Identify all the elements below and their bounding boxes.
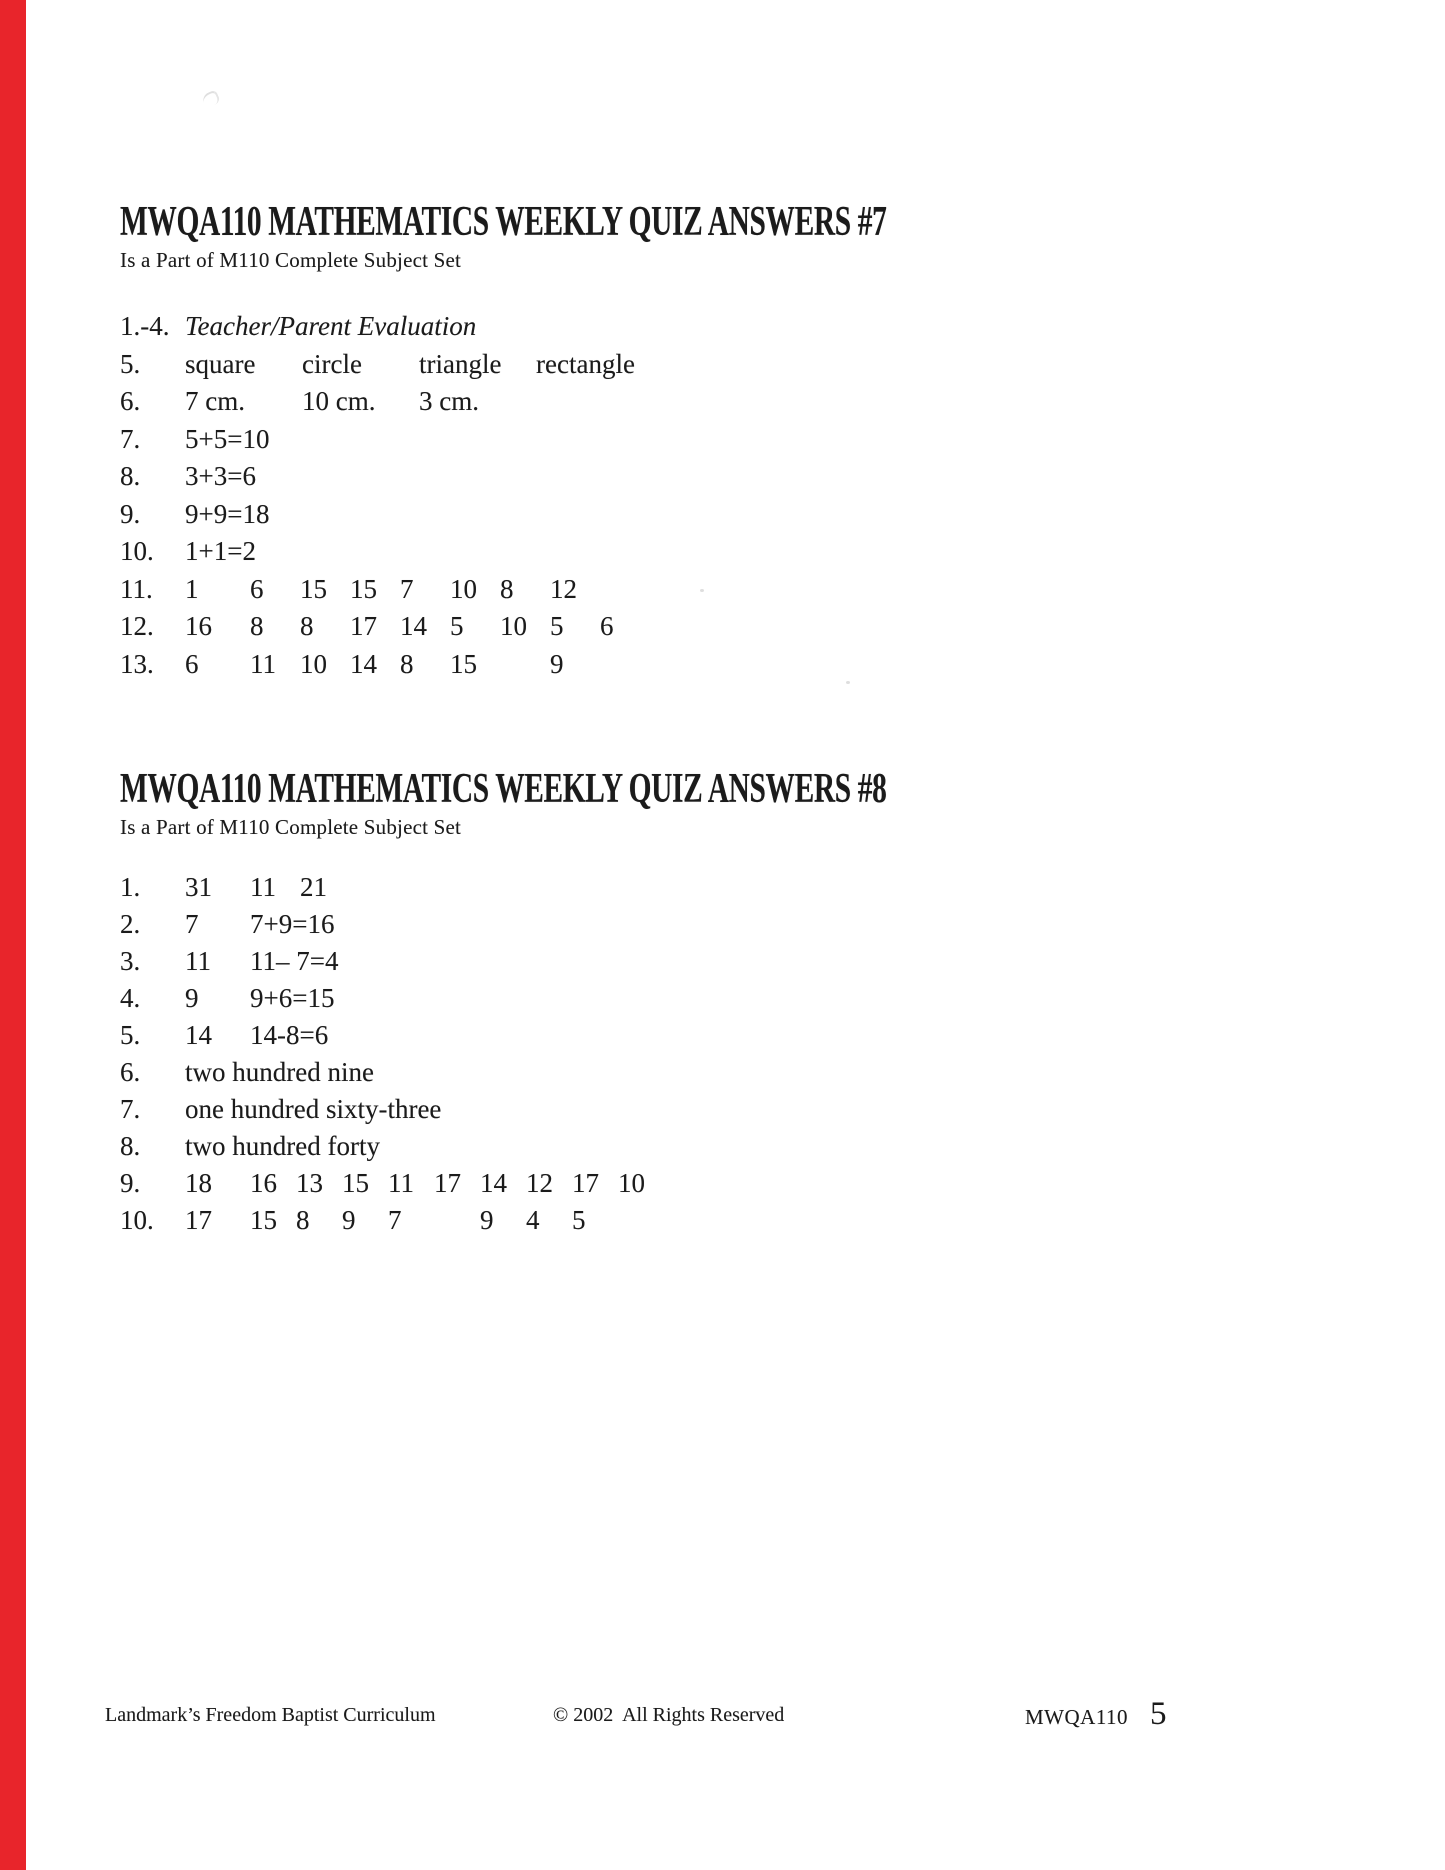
answer-value: 15 [450, 648, 477, 679]
answer-value: 8 [296, 1205, 310, 1235]
answer-row [120, 536, 1370, 574]
answer-value: 11 [185, 946, 211, 976]
answer-number: 5. [120, 348, 141, 379]
answer-row [120, 1020, 1370, 1057]
answer-number: 1. [120, 872, 141, 902]
answer-row [120, 983, 1370, 1020]
answer-row [120, 386, 1370, 424]
answer-value: 12 [526, 1168, 553, 1198]
answer-number: 12. [120, 611, 154, 641]
answer-value: 12 [550, 573, 577, 604]
scan-edge-stripe [0, 0, 26, 1870]
answer-value: two hundred forty [185, 1131, 380, 1161]
answer-value: rectangle [536, 348, 635, 379]
quiz-7-answer-list [120, 311, 1370, 686]
answer-row [120, 424, 1370, 462]
footer-copyright: © 2002 All Rights Reserved [553, 1704, 785, 1726]
answer-value: 16 [250, 1168, 277, 1198]
answer-value: 9 [185, 983, 199, 1013]
answer-value: 7 [388, 1205, 402, 1235]
answer-value: 7 cm. [185, 386, 245, 416]
answer-value: 21 [300, 872, 327, 902]
answer-value: 8 [400, 648, 414, 679]
answer-value: 5+5=10 [185, 423, 270, 454]
answer-number: 7. [120, 423, 141, 454]
answer-value: 15 [250, 1205, 277, 1235]
answer-row [120, 1131, 1370, 1168]
answer-number: 8. [120, 1131, 141, 1161]
answer-row [120, 1205, 1370, 1242]
answer-number: 13. [120, 648, 154, 679]
answer-row [120, 909, 1370, 946]
answer-value: 14 [400, 611, 427, 641]
quiz-8-title: MWQA110 MATHEMATICS WEEKLY QUIZ ANSWERS #8 [120, 766, 887, 812]
answer-value: 11 [250, 648, 276, 679]
answer-value: 11 [388, 1168, 414, 1198]
page-footer [0, 1696, 1445, 1760]
answer-value: 7+9=16 [250, 909, 335, 939]
answer-value: 17 [350, 611, 377, 641]
quiz-7-section [120, 199, 1370, 686]
answer-value: 6 [600, 611, 614, 641]
answer-value: 11– 7=4 [250, 946, 339, 976]
answer-value: 11 [250, 872, 276, 902]
answer-row [120, 461, 1370, 499]
quiz-7-subtitle: Is a Part of M110 Complete Subject Set [120, 248, 462, 272]
answer-value: 1 [185, 573, 199, 604]
answer-value: Teacher/Parent Evaluation [185, 311, 477, 341]
answer-number: 5. [120, 1020, 141, 1050]
answer-number: 2. [120, 909, 141, 939]
answer-value: 10 [450, 573, 477, 604]
answer-number: 11. [120, 573, 153, 604]
answer-value: two hundred nine [185, 1057, 374, 1087]
answer-value: 9+9=18 [185, 498, 270, 529]
answer-number: 9. [120, 1168, 141, 1198]
answer-row [120, 1057, 1370, 1094]
answer-row [120, 611, 1370, 649]
answer-value: 15 [342, 1168, 369, 1198]
answer-number: 10. [120, 1205, 154, 1235]
answer-value: 1+1=2 [185, 536, 256, 566]
answer-value: triangle [419, 348, 502, 379]
answer-value: 10 [300, 648, 327, 679]
answer-value: 5 [450, 611, 464, 641]
answer-row [120, 349, 1370, 387]
answer-value: 7 [400, 573, 414, 604]
answer-number: 7. [120, 1094, 141, 1124]
answer-number: 4. [120, 983, 141, 1013]
answer-row [120, 1168, 1370, 1205]
answer-value: circle [302, 348, 362, 379]
answer-value: 14-8=6 [250, 1020, 329, 1050]
answer-value: 31 [185, 872, 212, 902]
answer-value: 13 [296, 1168, 323, 1198]
quiz-8-subtitle: Is a Part of M110 Complete Subject Set [120, 815, 462, 839]
answer-value: 16 [185, 611, 212, 641]
answer-row [120, 946, 1370, 983]
answer-value: 6 [185, 648, 199, 679]
answer-value: 4 [526, 1205, 540, 1235]
answer-number: 6. [120, 1057, 141, 1087]
answer-value: 8 [300, 611, 314, 641]
answer-row [120, 311, 1370, 349]
answer-value: 10 cm. [302, 386, 376, 416]
answer-row [120, 1094, 1370, 1131]
answer-value: square [185, 348, 256, 379]
answer-row [120, 649, 1370, 687]
answer-value: 14 [480, 1168, 507, 1198]
answer-value: 9 [480, 1205, 494, 1235]
answer-number: 8. [120, 461, 141, 491]
answer-value: 9+6=15 [250, 983, 335, 1013]
quiz-8-section [120, 766, 1370, 1242]
answer-value: 6 [250, 573, 264, 604]
answer-value: 5 [550, 611, 564, 641]
answer-row [120, 872, 1370, 909]
answer-value: 8 [500, 573, 514, 604]
answer-value: 15 [300, 573, 327, 604]
answer-value: 10 [500, 611, 527, 641]
answer-value: 10 [618, 1168, 645, 1198]
answer-value: one hundred sixty-three [185, 1094, 442, 1124]
answer-value: 3+3=6 [185, 461, 256, 491]
answer-value: 8 [250, 611, 264, 641]
answer-value: 5 [572, 1205, 586, 1235]
quiz-8-answer-list [120, 872, 1370, 1242]
answer-number: 1.-4. [120, 311, 170, 341]
answer-value: 14 [185, 1020, 212, 1050]
answer-value: 17 [572, 1168, 599, 1198]
answer-value: 3 cm. [419, 386, 479, 416]
footer-course-code: MWQA110 [1025, 1705, 1129, 1729]
answer-value: 15 [350, 573, 377, 604]
answer-value: 7 [185, 909, 199, 939]
answer-value: 9 [550, 648, 564, 679]
answer-number: 9. [120, 498, 141, 529]
footer-publisher: Landmark’s Freedom Baptist Curriculum [105, 1704, 436, 1726]
answer-row [120, 499, 1370, 537]
answer-value: 14 [350, 648, 377, 679]
answer-number: 10. [120, 536, 154, 566]
scan-smudge-artifact [201, 89, 221, 108]
answer-value: 18 [185, 1168, 212, 1198]
answer-value: 17 [434, 1168, 461, 1198]
answer-value: 17 [185, 1205, 212, 1235]
answer-row [120, 574, 1370, 612]
answer-number: 6. [120, 386, 141, 416]
answer-number: 3. [120, 946, 141, 976]
quiz-7-title: MWQA110 MATHEMATICS WEEKLY QUIZ ANSWERS #7 [120, 199, 887, 245]
answer-value: 9 [342, 1205, 356, 1235]
footer-page-number: 5 [1150, 1696, 1167, 1732]
